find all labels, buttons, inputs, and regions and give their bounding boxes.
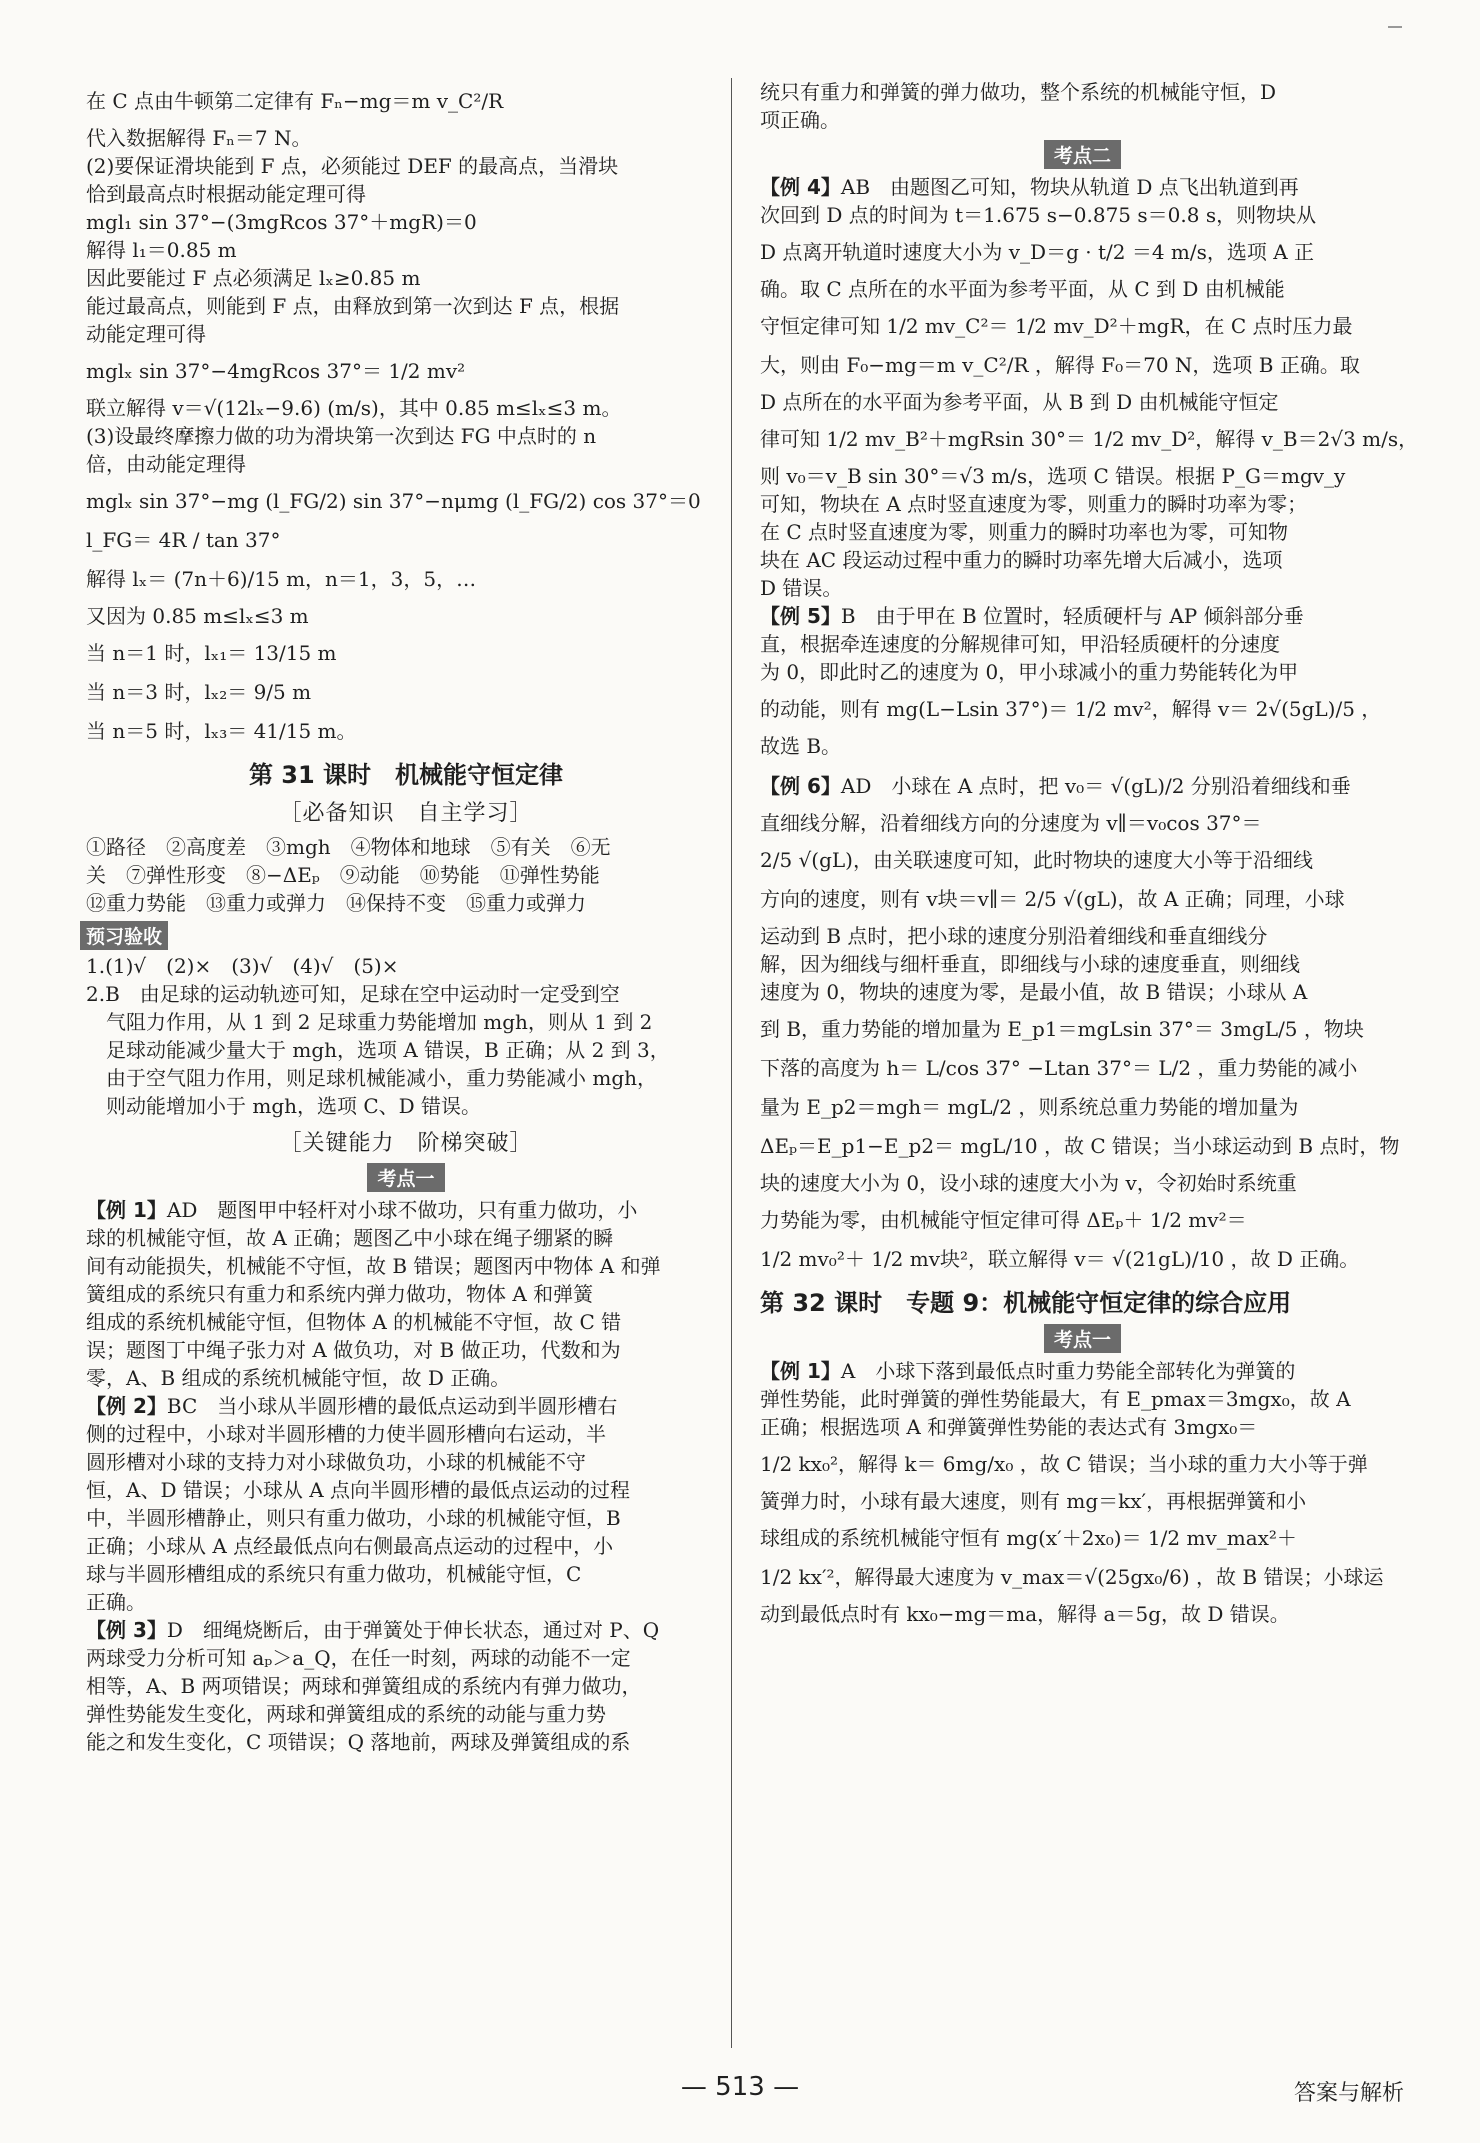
text-line: 2.B 由足球的运动轨迹可知，足球在空中运动时一定受到空 <box>86 982 620 1006</box>
lesson-32-title: 第 32 课时 专题 9：机械能守恒定律的综合应用 <box>760 1289 1292 1317</box>
example-line: 两球受力分析可知 aₚ＞a_Q，在任一时刻，两球的动能不一定 <box>86 1646 631 1670</box>
lesson-31-title: 第 31 课时 机械能守恒定律 <box>248 761 564 789</box>
example-line: 球与半圆形槽组成的系统只有重力做功，机械能守恒，C <box>86 1562 582 1586</box>
example-label: 【例 4】 <box>760 175 841 199</box>
formula-line: mglₓ sin 37°−mg (l_FG/2) sin 37°−nμmg (l_FG/2) cos 37°＝0 <box>86 489 701 513</box>
example-label: 【例 6】 <box>760 774 841 798</box>
text-line: 1.(1)√ (2)× (3)√ (4)√ (5)× <box>86 954 399 978</box>
example-line: 【例 2】BC 当小球从半圆形槽的最低点运动到半圆形槽右 <box>86 1394 618 1418</box>
text-line: 项正确。 <box>760 108 840 132</box>
text-line: 动能定理可得 <box>86 322 206 346</box>
example-line: 下落的高度为 h＝ L/cos 37° −Ltan 37°＝ L/2 ，重力势能的减小 <box>760 1056 1358 1080</box>
example-line: 零，A、B 组成的系统机械能守恒，故 D 正确。 <box>86 1366 511 1390</box>
kaodian-badge: 考点二 <box>1044 140 1121 169</box>
example-line: 组成的系统机械能守恒，但物体 A 的机械能不守恒，故 C 错 <box>86 1310 622 1334</box>
formula-line: 当 n＝5 时，lₓ₃＝ 41/15 m。 <box>86 719 357 743</box>
example-line: 量为 E_p2＝mgh＝ mgL/2 ，则系统总重力势能的增加量为 <box>760 1095 1299 1119</box>
example-line: 中，半圆形槽静止，则只有重力做功，小球的机械能守恒，B <box>86 1506 621 1530</box>
example-line: 运动到 B 点时，把小球的速度分别沿着细线和垂直细线分 <box>760 924 1268 948</box>
example-line: 弹性势能，此时弹簧的弹性势能最大，有 E_pmax＝3mgx₀，故 A <box>760 1387 1351 1411</box>
example-line: 相等，A、B 两项错误；两球和弹簧组成的系统内有弹力做功， <box>86 1674 642 1698</box>
example-line: 块的速度大小为 0，设小球的速度大小为 v，令初始时系统重 <box>760 1171 1297 1195</box>
text-line: 在 C 点由牛顿第二定律有 Fₙ−mg＝m v_C²/R <box>86 89 504 113</box>
example-line: D 错误。 <box>760 576 843 600</box>
example-line: 【例 3】D 细绳烧断后，由于弹簧处于伸长状态，通过对 P、Q <box>86 1618 660 1642</box>
left-column <box>86 78 726 1756</box>
guanjian-title: ［关键能力 阶梯突破］ <box>279 1131 533 1156</box>
text-line: 足球动能减少量大于 mgh，选项 A 错误，B 正确；从 2 到 3， <box>86 1038 670 1062</box>
text-line: 因此要能过 F 点必须满足 lₓ≥0.85 m <box>86 266 421 290</box>
example-line: 【例 1】A 小球下落到最低点时重力势能全部转化为弹簧的 <box>760 1359 1296 1383</box>
text-line: 则动能增加小于 mgh，选项 C、D 错误。 <box>86 1094 482 1118</box>
example-line: 可知，物块在 A 点时竖直速度为零，则重力的瞬时功率为零； <box>760 492 1308 516</box>
example-line: 则 v₀＝v_B sin 30°＝√3 m/s，选项 C 错误。根据 P_G＝mgv_y <box>760 464 1346 488</box>
example-line: D 点离开轨道时速度大小为 v_D＝g · t/2 ＝4 m/s，选项 A 正 <box>760 240 1315 264</box>
example-line: 簧组成的系统只有重力和系统内弹力做功，物体 A 和弹簧 <box>86 1282 594 1306</box>
text-line: 恰到最高点时根据动能定理可得 <box>86 182 366 206</box>
example-label: 【例 3】 <box>86 1618 167 1642</box>
text-line: 代入数据解得 Fₙ＝7 N。 <box>86 126 312 150</box>
example-line: 在 C 点时竖直速度为零，则重力的瞬时功率也为零，可知物 <box>760 520 1289 544</box>
text-line: (3)设最终摩擦力做的功为滑块第一次到达 FG 中点时的 n <box>86 424 597 448</box>
example-line: 力势能为零，由机械能守恒定律可得 ΔEₚ＋ 1/2 mv²＝ <box>760 1208 1247 1232</box>
right-column <box>760 78 1419 1628</box>
example-line: 故选 B。 <box>760 734 842 758</box>
example-line: 的动能，则有 mg(L−Lsin 37°)＝ 1/2 mv²，解得 v＝ 2√(5gL)/5 ， <box>760 697 1382 721</box>
example-line: 能之和发生变化，C 项错误；Q 落地前，两球及弹簧组成的系 <box>86 1730 631 1754</box>
example-line: 次回到 D 点的时间为 t＝1.675 s−0.875 s＝0.8 s，则物块从 <box>760 203 1317 227</box>
text-line: 气阻力作用，从 1 到 2 足球重力势能增加 mgh，则从 1 到 2 <box>86 1010 653 1034</box>
text-line: 又因为 0.85 m≤lₓ≤3 m <box>86 604 309 628</box>
example-line: 正确；小球从 A 点经最低点向右侧最高点运动的过程中，小 <box>86 1534 614 1558</box>
answer-grid-row: ①路径 ②高度差 ③mgh ④物体和地球 ⑤有关 ⑥无 <box>86 835 611 859</box>
example-line: 2/5 √(gL)，由关联速度可知，此时物块的速度大小等于沿细线 <box>760 848 1313 872</box>
text-line: 倍，由动能定理得 <box>86 452 246 476</box>
answer-grid-row: ⑫重力势能 ⑬重力或弹力 ⑭保持不变 ⑮重力或弹力 <box>86 891 586 915</box>
example-line: 为 0，即此时乙的速度为 0，甲小球减小的重力势能转化为甲 <box>760 660 1299 684</box>
example-line: 正确；根据选项 A 和弹簧弹性势能的表达式有 3mgx₀＝ <box>760 1415 1258 1439</box>
formula-line: 当 n＝3 时，lₓ₂＝ 9/5 m <box>86 680 312 704</box>
example-line: ΔEₚ＝E_p1−E_p2＝ mgL/10 ，故 C 错误；当小球运动到 B 点时，物 <box>760 1134 1400 1158</box>
text-line: (2)要保证滑块能到 F 点，必须能过 DEF 的最高点，当滑块 <box>86 154 619 178</box>
formula-line: mglₓ sin 37°−4mgRcos 37°＝ 1/2 mv² <box>86 359 466 383</box>
example-line: 簧弹力时，小球有最大速度，则有 mg＝kx′，再根据弹簧和小 <box>760 1489 1307 1513</box>
example-line: 恒，A、D 错误；小球从 A 点向半圆形槽的最低点运动的过程 <box>86 1478 630 1502</box>
example-line: 速度为 0，物块的速度为零，是最小值，故 B 错误；小球从 A <box>760 980 1308 1004</box>
formula-line: 当 n＝1 时，lₓ₁＝ 13/15 m <box>86 641 337 665</box>
example-label: 【例 5】 <box>760 604 841 628</box>
example-line: 【例 4】AB 由题图乙可知，物块从轨道 D 点飞出轨道到再 <box>760 175 1299 199</box>
text-line: 由于空气阻力作用，则足球机械能减小，重力势能减小 mgh， <box>86 1066 658 1090</box>
example-line: 块在 AC 段运动过程中重力的瞬时功率先增大后减小，选项 <box>760 548 1283 572</box>
column-divider <box>731 78 732 2048</box>
answer-grid-row: 关 ⑦弹性形变 ⑧−ΔEₚ ⑨动能 ⑩势能 ⑪弹性势能 <box>86 863 600 887</box>
example-line: 球的机械能守恒，故 A 正确；题图乙中小球在绳子绷紧的瞬 <box>86 1226 614 1250</box>
example-line: 律可知 1/2 mv_B²＋mgRsin 30°＝ 1/2 mv_D²，解得 v_B＝2√3 m/s， <box>760 427 1419 451</box>
example-label: 【例 2】 <box>86 1394 167 1418</box>
example-line: 解，因为细线与细杆垂直，即细线与小球的速度垂直，则细线 <box>760 952 1300 976</box>
example-line: 1/2 kx′²，解得最大速度为 v_max＝√(25gx₀/6) ，故 B 错误；小球运 <box>760 1565 1384 1589</box>
text-line: 解得 l₁＝0.85 m <box>86 238 237 262</box>
kaodian-badge: 考点一 <box>1044 1324 1121 1353</box>
example-line: 正确。 <box>86 1590 146 1614</box>
example-line: 误；题图丁中绳子张力对 A 做负功，对 B 做正功，代数和为 <box>86 1338 621 1362</box>
example-line: 【例 1】AD 题图甲中轻杆对小球不做功，只有重力做功，小 <box>86 1198 638 1222</box>
formula-line: l_FG＝ 4R / tan 37° <box>86 528 281 552</box>
text-line: 能过最高点，则能到 F 点，由释放到第一次到达 F 点，根据 <box>86 294 620 318</box>
footer-label: 答案与解析 <box>1293 2081 1404 2106</box>
example-line: 1/2 kx₀²，解得 k＝ 6mg/x₀ ，故 C 错误；当小球的重力大小等于弹 <box>760 1452 1368 1476</box>
corner-mark <box>1388 26 1402 28</box>
example-line: 1/2 mv₀²＋ 1/2 mv块²，联立解得 v＝ √(21gL)/10 ，故 D 正确。 <box>760 1247 1360 1271</box>
kaodian-badge: 考点一 <box>367 1163 444 1192</box>
example-line: 大，则由 F₀−mg＝m v_C²/R ，解得 F₀＝70 N，选项 B 正确。取 <box>760 353 1360 377</box>
example-line: 确。取 C 点所在的水平面为参考平面，从 C 到 D 由机械能 <box>760 277 1285 301</box>
example-line: 弹性势能发生变化，两球和弹簧组成的系统的动能与重力势 <box>86 1702 606 1726</box>
formula-line: 解得 lₓ＝ (7n＋6)/15 m，n＝1，3，5，… <box>86 567 477 591</box>
example-line: 到 B，重力势能的增加量为 E_p1＝mgLsin 37°＝ 3mgL/5 ，物块 <box>760 1017 1364 1041</box>
yuxi-badge: 预习验收 <box>80 921 168 950</box>
page-number: — 513 — <box>680 2072 800 2102</box>
example-line: 球组成的系统机械能守恒有 mg(x′＋2x₀)＝ 1/2 mv_max²＋ <box>760 1526 1297 1550</box>
example-line: 【例 5】B 由于甲在 B 位置时，轻质硬杆与 AP 倾斜部分垂 <box>760 604 1304 628</box>
example-line: 圆形槽对小球的支持力对小球做负功，小球的机械能不守 <box>86 1450 586 1474</box>
example-label: 【例 1】 <box>760 1359 841 1383</box>
bibei-title: ［必备知识 自主学习］ <box>279 801 533 826</box>
text-line: 联立解得 v＝√(12lₓ−9.6) (m/s)，其中 0.85 m≤lₓ≤3 m。 <box>86 396 622 420</box>
example-label: 【例 1】 <box>86 1198 167 1222</box>
text-line: 统只有重力和弹簧的弹力做功，整个系统的机械能守恒，D <box>760 80 1277 104</box>
example-line: 侧的过程中，小球对半圆形槽的力使半圆形槽向右运动，半 <box>86 1422 606 1446</box>
example-line: D 点所在的水平面为参考平面，从 B 到 D 由机械能守恒定 <box>760 390 1279 414</box>
example-line: 守恒定律可知 1/2 mv_C²＝ 1/2 mv_D²＋mgR，在 C 点时压力最 <box>760 314 1353 338</box>
text-line: mgl₁ sin 37°−(3mgRcos 37°＋mgR)＝0 <box>86 210 477 234</box>
example-line: 间有动能损失，机械能不守恒，故 B 错误；题图丙中物体 A 和弹 <box>86 1254 661 1278</box>
example-line: 方向的速度，则有 v块＝v∥＝ 2/5 √(gL)，故 A 正确；同理，小球 <box>760 887 1345 911</box>
example-line: 直细线分解，沿着细线方向的分速度为 v∥＝v₀cos 37°＝ <box>760 811 1262 835</box>
example-line: 【例 6】AD 小球在 A 点时，把 v₀＝ √(gL)/2 分别沿着细线和垂 <box>760 774 1351 798</box>
example-line: 直，根据牵连速度的分解规律可知，甲沿轻质硬杆的分速度 <box>760 632 1280 656</box>
example-line: 动到最低点时有 kx₀−mg＝ma，解得 a＝5g，故 D 错误。 <box>760 1602 1290 1626</box>
